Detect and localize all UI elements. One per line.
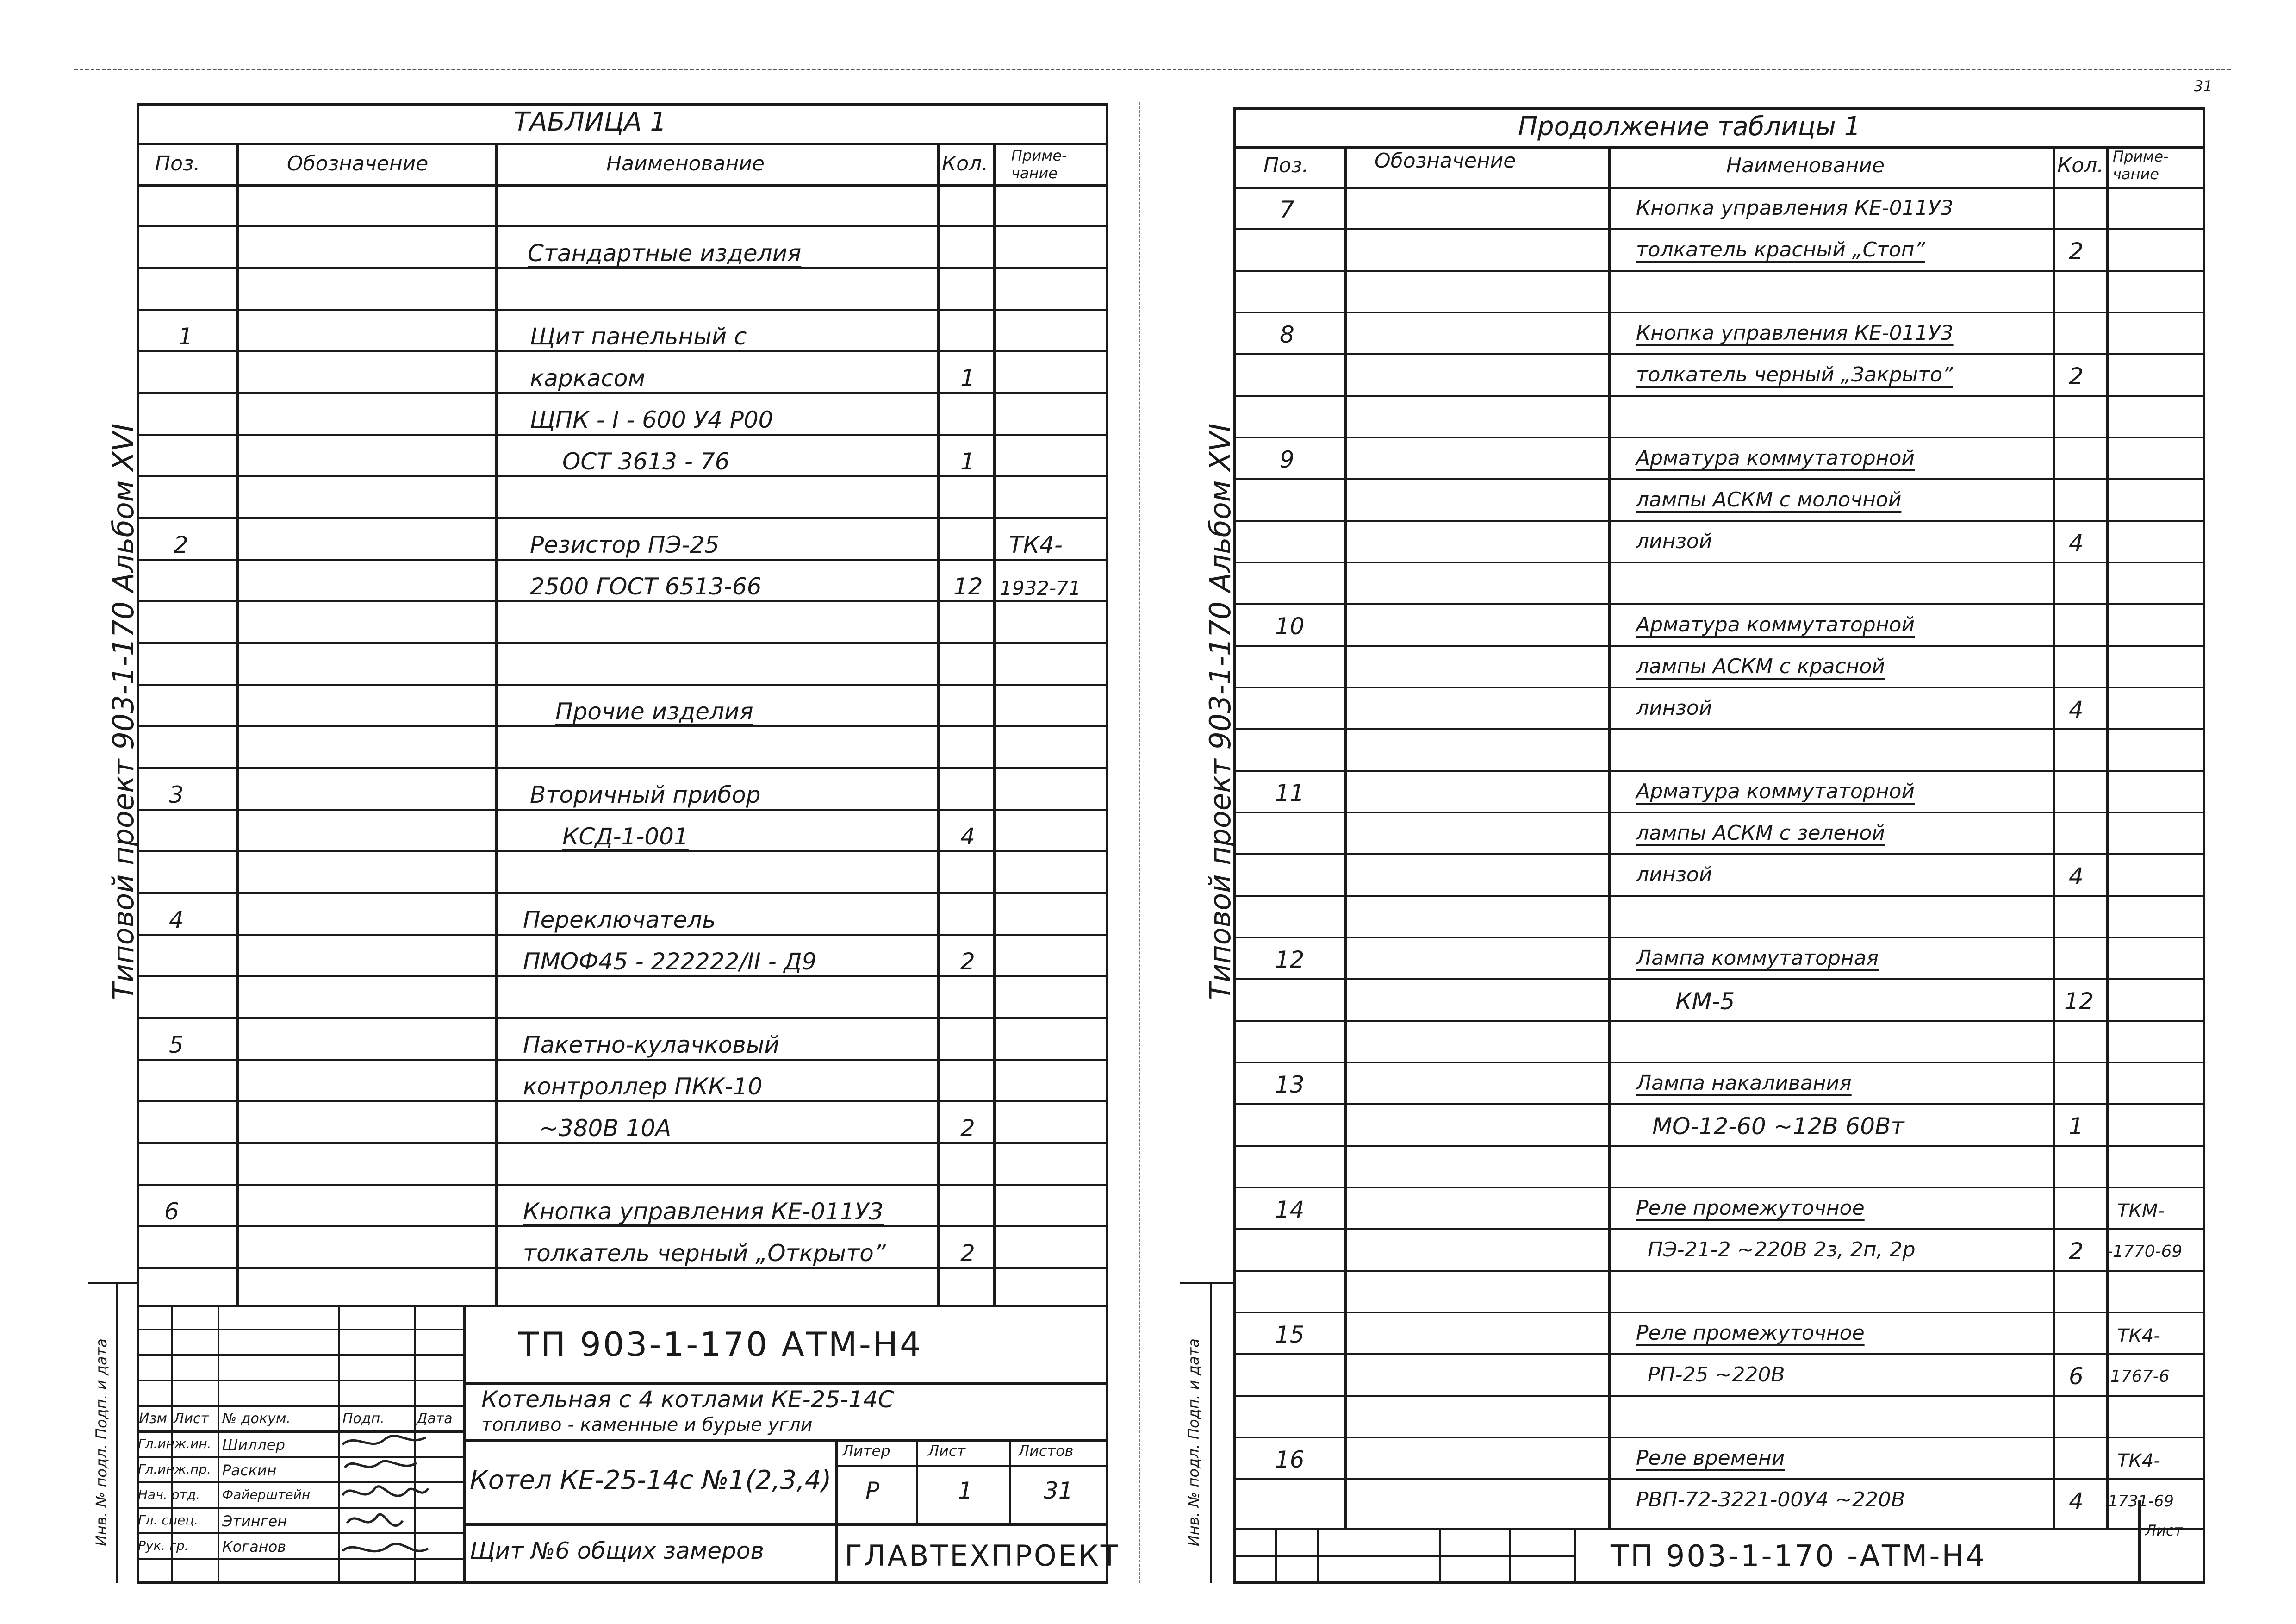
right-row-14-pos: 12 (1275, 946, 1305, 973)
left-row-1-pos: 1 (178, 323, 193, 350)
right-header-line (1233, 187, 2205, 189)
stamp-org: ГЛАВТЕХПРОЕКТ (845, 1539, 1120, 1573)
right-footer-code: ТП 903-1-170 -АТМ-Н4 (1611, 1539, 1987, 1574)
stamp-name-5: Коганов (222, 1538, 286, 1555)
right-hdr-pos: Поз. (1263, 154, 1309, 177)
right-row-20-name: Реле промежуточное (1636, 1321, 1865, 1345)
left-col-qty (937, 143, 940, 1305)
right-row-8-pos: 10 (1275, 613, 1305, 640)
stamp-role-1: Гл.инж.ин. (138, 1436, 212, 1451)
left-row-5-name: Резистор ПЭ-25 (530, 531, 720, 558)
right-hdr-note-2: чание (2113, 165, 2159, 183)
right-footer-col-6 (2138, 1500, 2141, 1584)
right-row-10-qty: 4 (2069, 696, 2084, 723)
left-row-13-name: ~380В 10А (539, 1115, 672, 1142)
left-hdr-note-2: чание (1011, 164, 1058, 182)
right-footer-col-5 (1574, 1528, 1576, 1584)
right-row-21-name: РП-25 ~220В (1648, 1363, 1785, 1387)
right-hdr-note-1: Приме- (2113, 148, 2169, 165)
stamp-name-2: Раскин (222, 1462, 277, 1479)
right-row-13-name: линзой (1636, 863, 1712, 887)
right-row-7-qty: 4 (2069, 530, 2084, 556)
right-row-11-pos: 11 (1275, 780, 1305, 806)
right-row-13-qty: 4 (2069, 863, 2084, 890)
right-footer-mid (1233, 1555, 1574, 1557)
left-row-5-pos: 2 (174, 531, 188, 558)
left-row-14-name: Кнопка управления КЕ-011У3 (523, 1198, 884, 1225)
stamp-sheet-label: Лист (928, 1442, 966, 1460)
right-row-20-pos: 15 (1275, 1321, 1305, 1348)
right-row-17-name: МО-12-60 ~12В 60Вт (1652, 1113, 1904, 1140)
right-row-3-pos: 8 (1280, 321, 1294, 348)
right-row-19-name: ПЭ-21-2 ~220В 2з, 2п, 2р (1648, 1238, 1916, 1262)
right-row-9-name: лампы АСКМ с красной (1636, 655, 1885, 678)
left-stamp-strip-line (116, 1282, 118, 1583)
left-row-10-qty: 2 (960, 948, 975, 975)
signature-marks (338, 1430, 430, 1584)
stamp-description-1: Котельная с 4 котлами КЕ-25-14С (481, 1386, 894, 1413)
stamp-sheet: 1 (958, 1477, 973, 1504)
right-stamp-strip-line (1210, 1282, 1212, 1583)
right-vertical-stamp: Инв. № подл. Подп. и дата (1185, 1338, 1202, 1546)
left-row-9-name: Переключатель (523, 906, 716, 933)
left-row-4-name: ОСТ 3613 - 76 (562, 448, 730, 475)
left-row-11-pos: 5 (169, 1031, 184, 1058)
stamp-sheets: 31 (1044, 1477, 1073, 1504)
left-row-10-name: ПМОФ45 - 222222/II - Д9 (523, 948, 817, 975)
stamp-name-3: Файерштейн (222, 1487, 311, 1502)
right-row-23-name: РВП-72-3221-00У4 ~220В (1636, 1488, 1905, 1512)
right-hdr-designation: Обозначение (1375, 149, 1516, 173)
right-hdr-qty: Кол. (2057, 154, 2104, 177)
right-row-4-qty: 2 (2069, 363, 2084, 390)
right-row-17-qty: 1 (2069, 1113, 2084, 1140)
right-row-21-qty: 6 (2069, 1363, 2084, 1390)
left-row-5-note: ТК4- (1009, 531, 1063, 558)
left-side-title: Типовой проект 903-1-170 Альбом XVI (106, 423, 140, 1000)
left-row-8-name: КСД-1-001 (562, 823, 689, 850)
stamp-org-divider (835, 1523, 838, 1584)
left-row-6-name: 2500 ГОСТ 6513-66 (530, 573, 762, 600)
right-row-6-name: лампы АСКМ с молочной (1636, 488, 1902, 512)
left-row-7-name: Вторичный прибор (530, 781, 761, 808)
left-row-4-qty: 1 (960, 448, 975, 475)
right-row-2-name: толкатель красный „Стоп” (1636, 238, 1925, 262)
right-stamp-strip-top (1180, 1282, 1235, 1284)
stamp-doc-code: ТП 903-1-170 АТМ-Н4 (518, 1325, 923, 1364)
left-row-8-qty: 4 (960, 823, 975, 850)
left-row-13-qty: 2 (960, 1115, 975, 1142)
stamp-role-2: Гл.инж.пр. (138, 1462, 212, 1477)
stamp-liter-col-1 (916, 1439, 918, 1523)
left-col-name (495, 143, 498, 1305)
left-title-line (137, 143, 1108, 145)
right-row-22-name: Реле времени (1636, 1446, 1785, 1470)
right-row-10-name: линзой (1636, 696, 1712, 720)
right-side-title: Типовой проект 903-1-170 Альбом XVI (1203, 423, 1237, 1000)
stamp-sheets-label: Листов (1018, 1442, 1074, 1460)
stamp-code-line (463, 1382, 1108, 1385)
right-table-title: Продолжение таблицы 1 (1518, 112, 1861, 142)
right-row-19-note: -1770-69 (2107, 1242, 2183, 1261)
right-row-5-pos: 9 (1280, 446, 1294, 473)
stamp-sheet-name: Щит №6 общих замеров (470, 1537, 764, 1564)
stamp-liter-label: Литер (842, 1442, 890, 1460)
stamp-col-date: Дата (417, 1411, 453, 1427)
left-row-1-name: Щит панельный с (530, 323, 747, 350)
left-hdr-name: Наименование (606, 152, 765, 175)
right-row-12-name: лампы АСКМ с зеленой (1636, 821, 1885, 845)
stamp-obj-line (463, 1523, 1108, 1526)
stamp-top-line (137, 1305, 1108, 1307)
right-row-18-name: Реле промежуточное (1636, 1196, 1865, 1220)
left-row-6-qty: 12 (953, 573, 983, 600)
stamp-col-list: Лист (174, 1411, 209, 1427)
left-col-note (993, 143, 996, 1305)
right-row-3-name: Кнопка управления КЕ-011У3 (1636, 321, 1954, 345)
left-row-2-name: каркасом (530, 365, 646, 392)
right-row-20-note: ТК4- (2117, 1325, 2160, 1347)
left-row-14-pos: 6 (164, 1198, 179, 1225)
left-hdr-pos: Поз. (155, 152, 200, 175)
right-row-23-note: 1731-69 (2108, 1492, 2174, 1511)
right-row-5-name: Арматура коммутаторной (1636, 446, 1915, 470)
right-hdr-name: Наименование (1726, 154, 1885, 177)
left-vertical-stamp: Инв. № подл. Подп. и дата (93, 1338, 110, 1546)
left-row-12-name: контроллер ПКК-10 (523, 1073, 763, 1100)
left-row-9-pos: 4 (169, 906, 184, 933)
left-row-3-name: ЩПК - I - 600 У4 Р00 (530, 406, 773, 433)
cut-line (74, 69, 2231, 70)
stamp-desc-line (463, 1439, 1108, 1442)
right-row-16-name: Лампа накаливания (1636, 1071, 1852, 1095)
right-row-22-pos: 16 (1275, 1446, 1305, 1473)
stamp-name-4: Этинген (222, 1512, 287, 1530)
left-row-2-qty: 1 (960, 365, 975, 392)
left-table-title: ТАБЛИЦА 1 (514, 107, 667, 137)
right-footer-sheet-label: Лист (2145, 1522, 2183, 1539)
stamp-liter: Р (865, 1477, 880, 1504)
right-row-7-name: линзой (1636, 530, 1712, 553)
right-row-23-qty: 4 (2069, 1488, 2084, 1515)
top-right-mark: 31 (2194, 77, 2213, 95)
left-col-pos (236, 143, 239, 1305)
right-row-15-name: КМ-5 (1675, 988, 1735, 1015)
right-row-8-name: Арматура коммутаторной (1636, 613, 1915, 637)
left-section-other: Прочие изделия (555, 698, 753, 725)
right-row-18-note: ТКМ- (2117, 1200, 2165, 1222)
right-row-21-note: 1767-6 (2110, 1367, 2170, 1386)
left-hdr-note-1: Приме- (1011, 147, 1067, 164)
stamp-col-izm: Изм (139, 1411, 168, 1427)
right-row-19-qty: 2 (2069, 1238, 2084, 1265)
left-hdr-qty: Кол. (942, 152, 989, 175)
left-hdr-designation: Обозначение (287, 152, 429, 175)
left-stamp-strip-top (88, 1282, 138, 1284)
right-row-22-note: ТК4- (2117, 1450, 2160, 1472)
stamp-role-4: Гл. спец. (138, 1512, 199, 1528)
right-row-14-name: Лампа коммутаторная (1636, 946, 1879, 970)
right-row-1-pos: 7 (1280, 196, 1294, 223)
right-row-15-qty: 12 (2064, 988, 2094, 1015)
left-row-7-pos: 3 (169, 781, 184, 808)
right-row-11-name: Арматура коммутаторной (1636, 780, 1915, 803)
stamp-col-sign: Подп. (342, 1411, 385, 1427)
stamp-liter-col-2 (1009, 1439, 1011, 1523)
left-row-15-qty: 2 (960, 1240, 975, 1267)
left-header-line (137, 184, 1108, 187)
stamp-divider (463, 1305, 466, 1584)
stamp-description-2: топливо - каменные и бурые угли (481, 1414, 813, 1436)
stamp-role-5: Рук. гр. (138, 1538, 189, 1553)
left-row-6-note: 1932-71 (1000, 577, 1081, 600)
right-row-4-name: толкатель черный „Закрыто” (1636, 363, 1953, 387)
stamp-object-name: Котел КЕ-25-14с №1(2,3,4) (470, 1465, 832, 1495)
right-row-1-name: Кнопка управления КЕ-011У3 (1636, 196, 1954, 220)
stamp-liter-divider (835, 1439, 838, 1523)
stamp-liter-row-line (835, 1465, 1108, 1467)
right-row-16-pos: 13 (1275, 1071, 1305, 1098)
right-row-18-pos: 14 (1275, 1196, 1305, 1223)
left-row-11-name: Пакетно-кулачковый (523, 1031, 779, 1058)
left-section-standard: Стандартные изделия (528, 240, 802, 267)
stamp-name-1: Шиллер (222, 1436, 285, 1454)
left-row-15-name: толкатель черный „Открыто” (523, 1240, 886, 1267)
stamp-role-3: Нач. отд. (138, 1487, 200, 1502)
fold-line (1139, 102, 1140, 1583)
stamp-col-doc: № докум. (222, 1411, 291, 1427)
right-row-2-qty: 2 (2069, 238, 2084, 265)
